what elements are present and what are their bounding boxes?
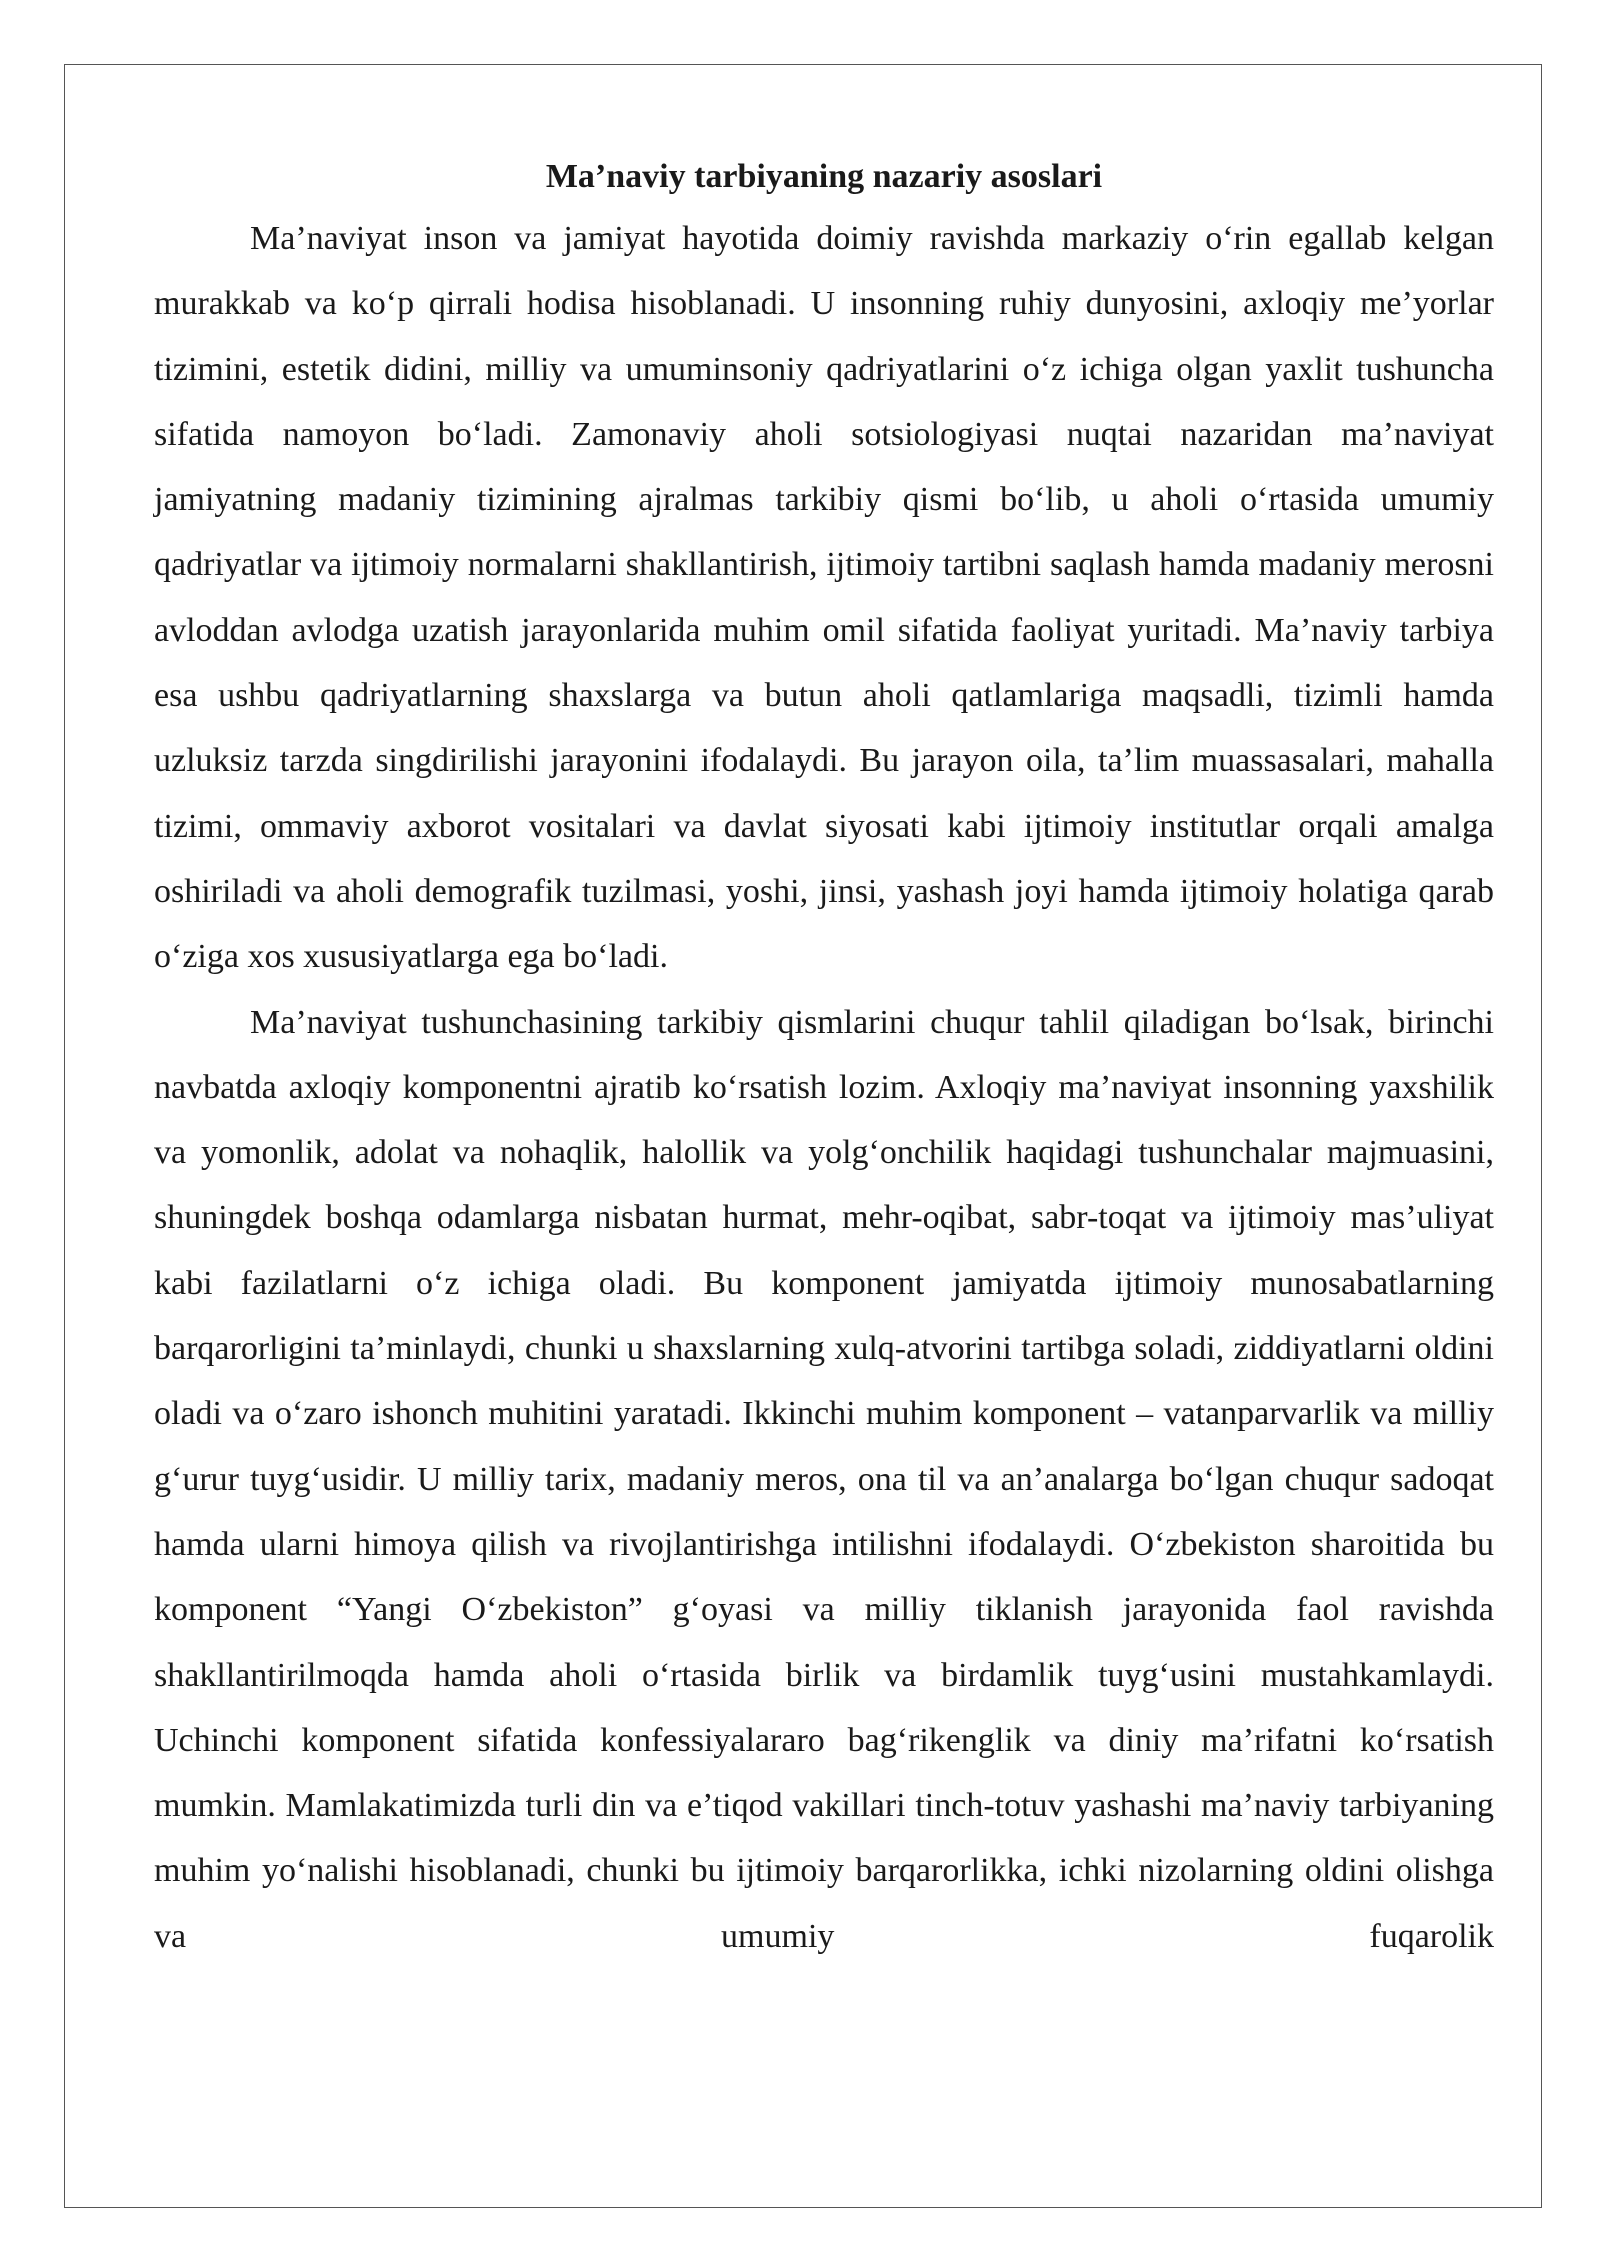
paragraph-2: Ma’naviyat tushunchasining tarkibiy qismlarini chuqur tahlil qiladigan bo‘lsak, birinchi navbatda axloqiy komponentni ajratib ko‘rsatish lozim. Axloqiy ma’naviyat insonning yaxshilik va yomonlik, adolat va nohaqlik, halollik va yolg‘onchilik haqidagi tushunchalar majmuasini, shuningdek boshqa odamlarga nisbatan hurmat, mehr-oqibat, sabr-toqat va ijtimoiy mas’uliyat kabi fazilatlarni o‘z ichiga oladi. Bu komponent jamiyatda ijtimoiy munosabatlarning barqarorligini ta’minlaydi, chunki u shaxslarning xulq-atvorini tartibga soladi, ziddiyatlarni oldini oladi va o‘zaro ishonch muhitini yaratadi. Ikkinchi muhim komponent – vatanparvarlik va milliy g‘urur tuyg‘usidir. U milliy tarix, madaniy meros, ona til va an’analarga bo‘lgan chuqur sadoqat hamda ularni himoya qilish va rivojlantirishga intilishni ifodalaydi. O‘zbekiston sharoitida bu komponent “Yangi O‘zbekiston” g‘oyasi va milliy tiklanish jarayonida faol ravishda shakllantirilmoqda hamda aholi o‘rtasida birlik va birdamlik tuyg‘usini mustahkamlaydi. Uchinchi komponent sifatida konfessiyalararo bag‘rikenglik va diniy ma’rifatni ko‘rsatish mumkin. Mamlakatimizda turli din va e’tiqod vakillari tinch-totuv yashashi ma’naviy tarbiyaning muhim yo‘nalishi hisoblanadi, chunki bu ijtimoiy barqarorlikka, ichki nizolarning oldini olishga va umumiy fuqarolik bbox=[154, 1003, 1494, 1955]
document-title: Ma’naviy tarbiyaning nazariy asoslari bbox=[545, 158, 1103, 195]
document-body bbox=[154, 150, 1494, 1969]
paragraph-1: Ma’naviyat inson va jamiyat hayotida doimiy ravishda markaziy o‘rin egallab kelgan murakkab va ko‘p qirrali hodisa hisoblanadi. U insonning ruhiy dunyosini, axloqiy me’yorlar tizimini, estetik didini, milliy va umuminsoniy qadriyatlarini o‘z ichiga olgan yaxlit tushuncha sifatida namoyon bo‘ladi. Zamonaviy aholi sotsiologiyasi nuqtai nazaridan ma’naviyat jamiyatning madaniy tizimining ajralmas tarkibiy qismi bo‘lib, u aholi o‘rtasida umumiy qadriyatlar va ijtimoiy normalarni shakllantirish, ijtimoiy tartibni saqlash hamda madaniy merosni avloddan avlodga uzatish jarayonlarida muhim omil sifatida faoliyat yuritadi. Ma’naviy tarbiya esa ushbu qadriyatlarning shaxslarga va butun aholi qatlamlariga maqsadli, tizimli hamda uzluksiz tarzda singdirilishi jarayonini ifodalaydi. Bu jarayon oila, ta’lim muassasalari, mahalla tizimi, ommaviy axborot vositalari va davlat siyosati kabi ijtimoiy institutlar orqali amalga oshiriladi va aholi demografik tuzilmasi, yoshi, jinsi, yashash joyi hamda ijtimoiy holatiga qarab o‘ziga xos xususiyatlarga ega bo‘ladi. bbox=[154, 220, 1494, 976]
